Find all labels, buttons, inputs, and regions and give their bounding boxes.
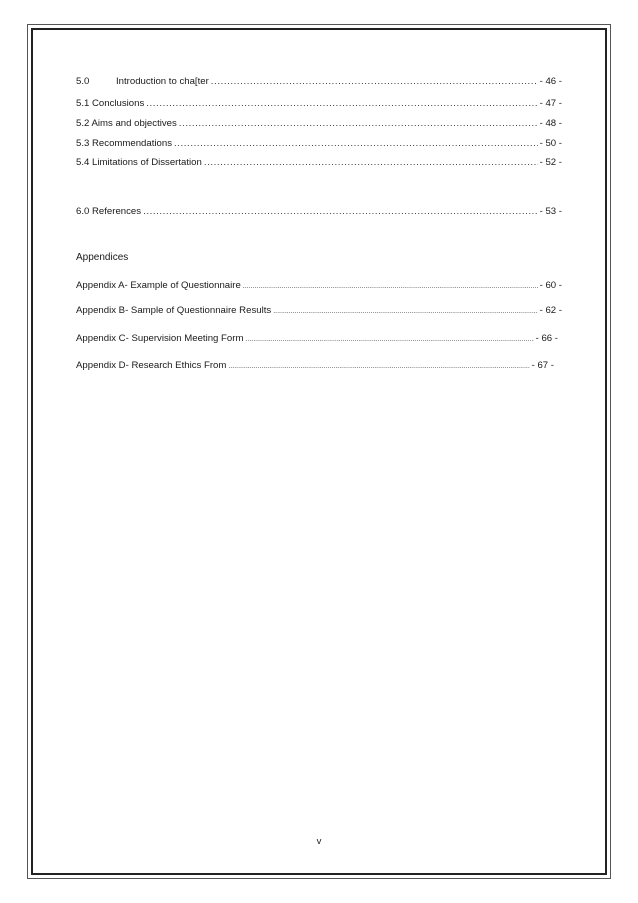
toc-entry-page: - 60 - — [539, 280, 562, 291]
dot-leader — [273, 306, 537, 318]
toc-entry-title: 5.1 Conclusions — [76, 98, 145, 109]
toc-entry-title: 5.3 Recommendations — [76, 138, 172, 149]
toc-entry-5-3[interactable] — [76, 138, 562, 150]
toc-entry-title: Introduction to cha[ter — [116, 76, 209, 87]
toc-entry-appendix-c[interactable] — [76, 333, 558, 346]
dot-leader — [204, 157, 538, 169]
page-number: v — [316, 836, 322, 847]
toc-entry-page: - 48 - — [539, 118, 562, 129]
dot-leader — [228, 361, 529, 373]
toc-entry-page: - 62 - — [539, 305, 562, 316]
toc-entry-5-2[interactable] — [76, 118, 562, 130]
toc-entry-appendix-d[interactable] — [76, 360, 554, 373]
toc-entry-page: - 53 - — [539, 206, 562, 217]
toc-entry-5-1[interactable] — [76, 98, 562, 110]
toc-entry-title: Appendix C- Supervision Meeting Form — [76, 333, 244, 344]
toc-entry-appendix-b[interactable] — [76, 305, 562, 318]
toc-entry-title: 5.4 Limitations of Dissertation — [76, 157, 202, 168]
page-border-inner — [31, 28, 607, 875]
toc-entry-title: Appendix D- Research Ethics From — [76, 360, 227, 371]
appendices-heading: Appendices — [76, 252, 129, 263]
toc-entry-6-0[interactable] — [76, 206, 562, 218]
toc-entry-page: - 67 - — [531, 360, 554, 371]
toc-entry-title: Appendix B- Sample of Questionnaire Results — [76, 305, 272, 316]
toc-entry-page: - 50 - — [539, 138, 562, 149]
toc-entry-appendix-a[interactable] — [76, 280, 562, 293]
toc-entry-title: 5.2 Aims and objectives — [76, 118, 177, 129]
dot-leader — [174, 138, 538, 150]
dot-leader — [211, 76, 538, 88]
dot-leader — [143, 206, 538, 218]
toc-entry-title: Appendix A- Example of Questionnaire — [76, 280, 241, 291]
dot-leader — [146, 98, 537, 110]
toc-entry-number: 5.0 — [76, 76, 90, 87]
dot-leader — [245, 334, 533, 346]
toc-entry-title: 6.0 References — [76, 206, 142, 217]
dot-leader — [179, 118, 538, 130]
toc-entry-page: - 66 - — [535, 333, 558, 344]
toc-entry-page: - 47 - — [539, 98, 562, 109]
dot-leader — [243, 281, 538, 293]
toc-entry-page: - 46 - — [539, 76, 562, 87]
toc-entry-5-0[interactable] — [76, 76, 562, 88]
toc-entry-5-4[interactable] — [76, 157, 562, 169]
toc-entry-page: - 52 - — [539, 157, 562, 168]
